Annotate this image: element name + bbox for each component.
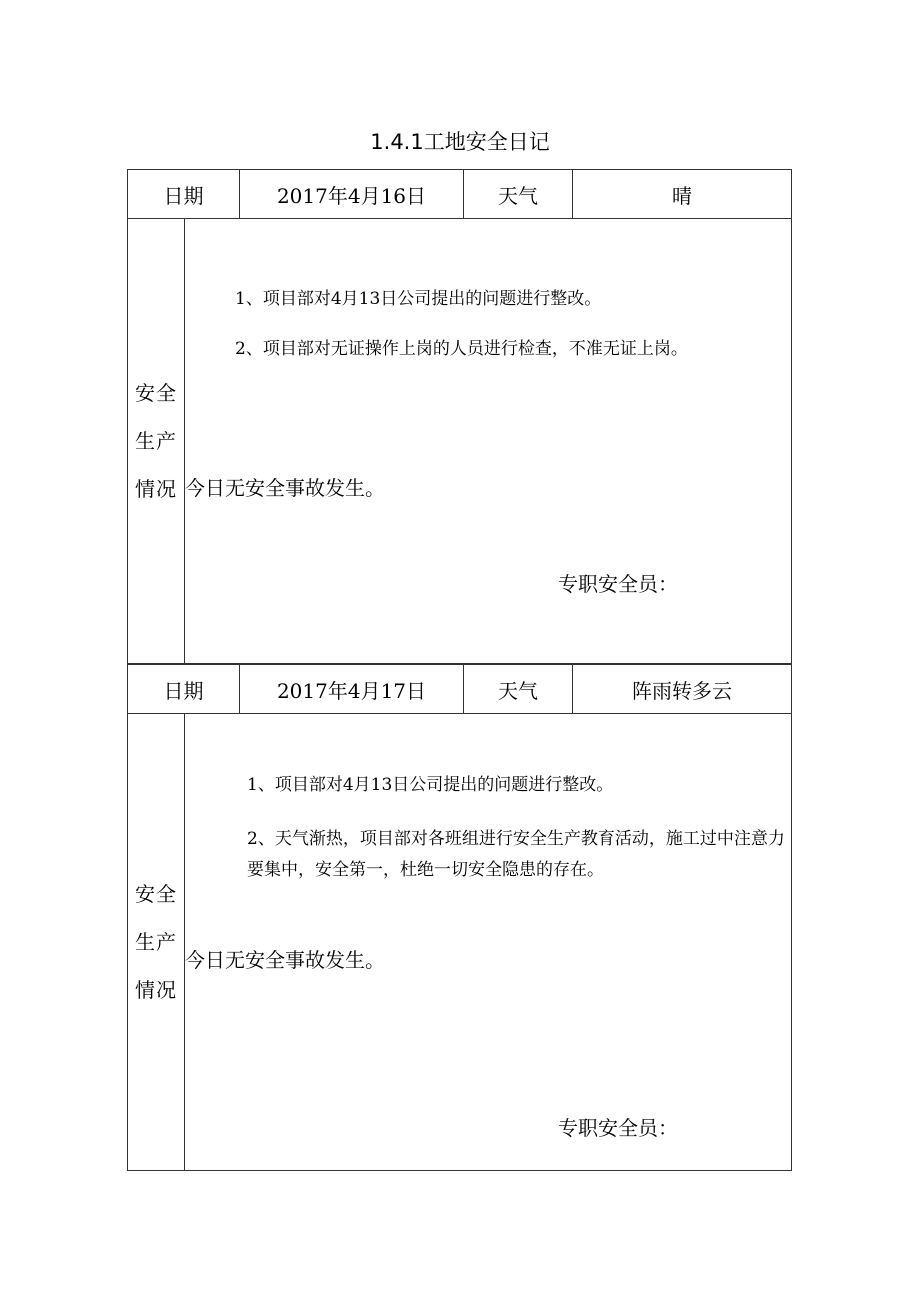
diary-entry-2: [127, 664, 792, 1171]
content-cell: [185, 714, 791, 1170]
safety-row: [127, 714, 792, 1171]
safety-row: [127, 219, 792, 664]
section-label: 安全生产情况: [135, 882, 177, 1002]
date-label: 日期: [128, 170, 240, 218]
diary-entry-1: [127, 169, 792, 664]
summary-text: 今日无安全事故发生。: [185, 476, 385, 500]
weather-label: 天气: [464, 170, 573, 218]
safety-officer-signature: 专职安全员：: [558, 572, 678, 596]
date-value: 2017年4月17日: [240, 665, 464, 713]
summary-text: 今日无安全事故发生。: [185, 948, 385, 972]
content-cell: [185, 219, 791, 663]
list-item: 2、项目部对无证操作上岗的人员进行检查，不准无证上岗。: [235, 339, 688, 359]
list-item: 1、项目部对4月13日公司提出的问题进行整改。: [247, 775, 614, 795]
section-label-cell: [128, 714, 185, 1170]
list-item: 1、项目部对4月13日公司提出的问题进行整改。: [235, 289, 602, 309]
section-label: 安全生产情况: [135, 381, 177, 501]
safety-officer-signature: 专职安全员：: [558, 1116, 678, 1140]
weather-value: 晴: [672, 183, 692, 208]
date-row: [127, 664, 792, 714]
list-item: 2、天气渐热，项目部对各班组进行安全生产教育活动，施工过中注意力要集中，安全第一，杜绝一切安全隐患的存在。: [247, 829, 785, 880]
page-title: 1.4.1工地安全日记: [370, 130, 550, 154]
date-label: 日期: [128, 665, 240, 713]
date-value: 2017年4月16日: [240, 170, 464, 218]
date-row: [127, 169, 792, 219]
weather-value: 阵雨转多云: [632, 678, 732, 703]
section-label-cell: [128, 219, 185, 663]
weather-label: 天气: [464, 665, 573, 713]
